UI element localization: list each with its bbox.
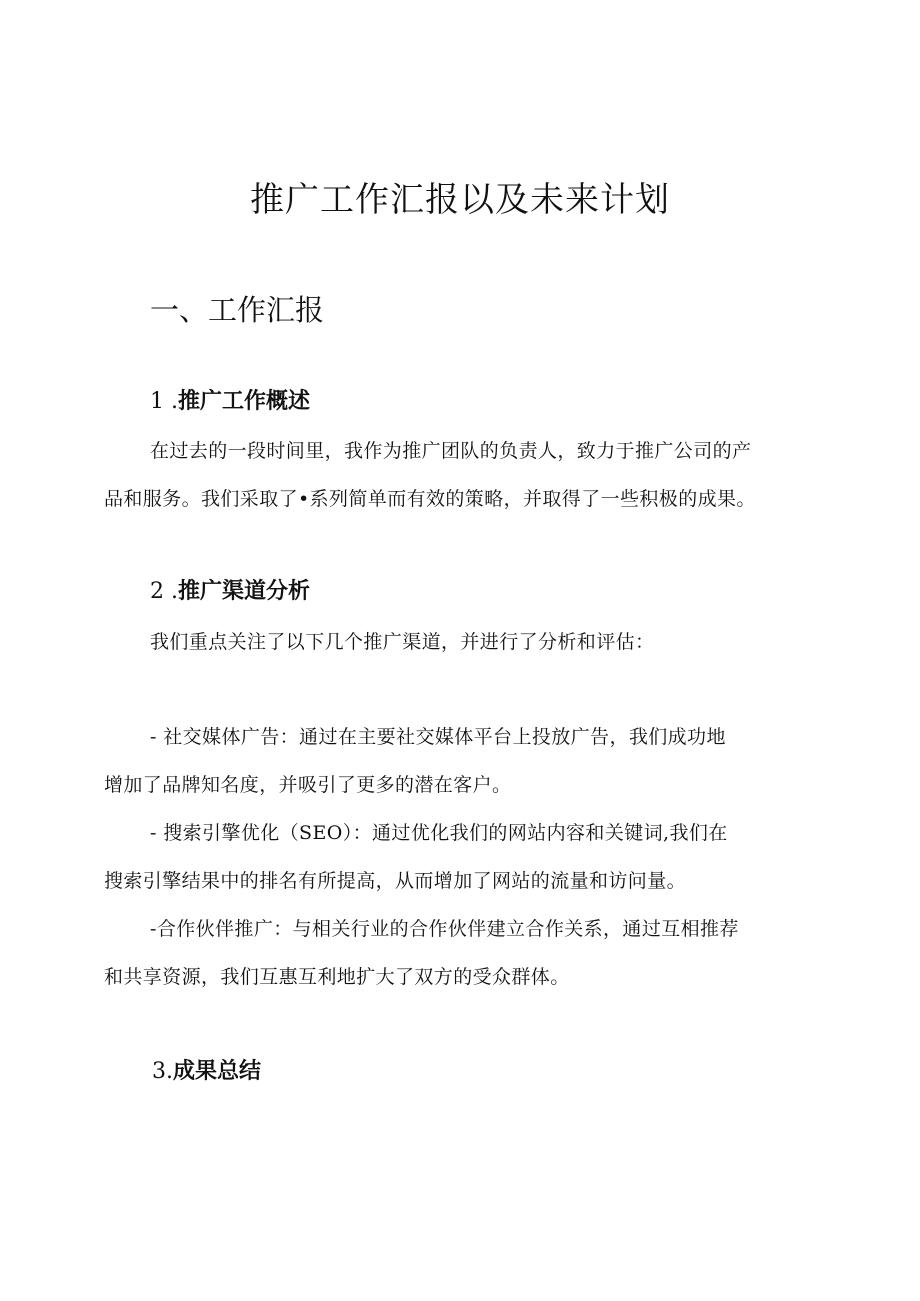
subheading-number: 1 . xyxy=(150,389,178,414)
paragraph-line: -合作伙伴推广：与相关行业的合作伙伴建立合作关系，通过互相推荐 xyxy=(150,918,739,940)
paragraph-seo xyxy=(104,809,820,905)
paragraph-line: - 搜索引擎优化（SEO）：通过优化我们的网站内容和关键词,我们在 xyxy=(150,822,728,844)
subheading-number: 2 . xyxy=(150,579,178,604)
subheading-results-summary xyxy=(152,1056,261,1088)
paragraph-partner-promotion xyxy=(104,905,820,1001)
subheading-number: 3. xyxy=(152,1059,173,1084)
paragraph-line: 增加了品牌知名度，并吸引了更多的潜在客户。 xyxy=(104,774,512,796)
paragraph-line: 品和服务。我们采取了•系列简单而有效的策略，并取得了一些积极的成果。 xyxy=(104,488,756,510)
paragraph-line: 搜索引擎结果中的排名有所提高，从而增加了网站的流量和访问量。 xyxy=(104,870,687,892)
paragraph-social-media-ads xyxy=(104,713,820,809)
paragraph-overview xyxy=(104,427,820,523)
subheading-title: 推广渠道分析 xyxy=(177,579,310,604)
paragraph-line: 和共享资源，我们互惠互利地扩大了双方的受众群体。 xyxy=(104,966,570,988)
paragraph-line: - 社交媒体广告：通过在主要社交媒体平台上投放广告，我们成功地 xyxy=(150,726,726,748)
subheading-channel-analysis xyxy=(150,576,310,608)
subheading-title: 推广工作概述 xyxy=(177,389,310,414)
subheading-promotion-overview xyxy=(150,386,310,418)
section-heading-work-report: 一、工作汇报 xyxy=(150,293,325,327)
subheading-title: 成果总结 xyxy=(173,1059,262,1084)
paragraph-line: 在过去的一段时间里，我作为推广团队的负责人，致力于推广公司的产 xyxy=(150,440,752,462)
document-title: 推广工作汇报以及未来计划 xyxy=(250,180,670,220)
paragraph-channel-intro xyxy=(104,618,820,666)
paragraph-line: 我们重点关注了以下几个推广渠道，并进行了分析和评估： xyxy=(150,631,655,653)
